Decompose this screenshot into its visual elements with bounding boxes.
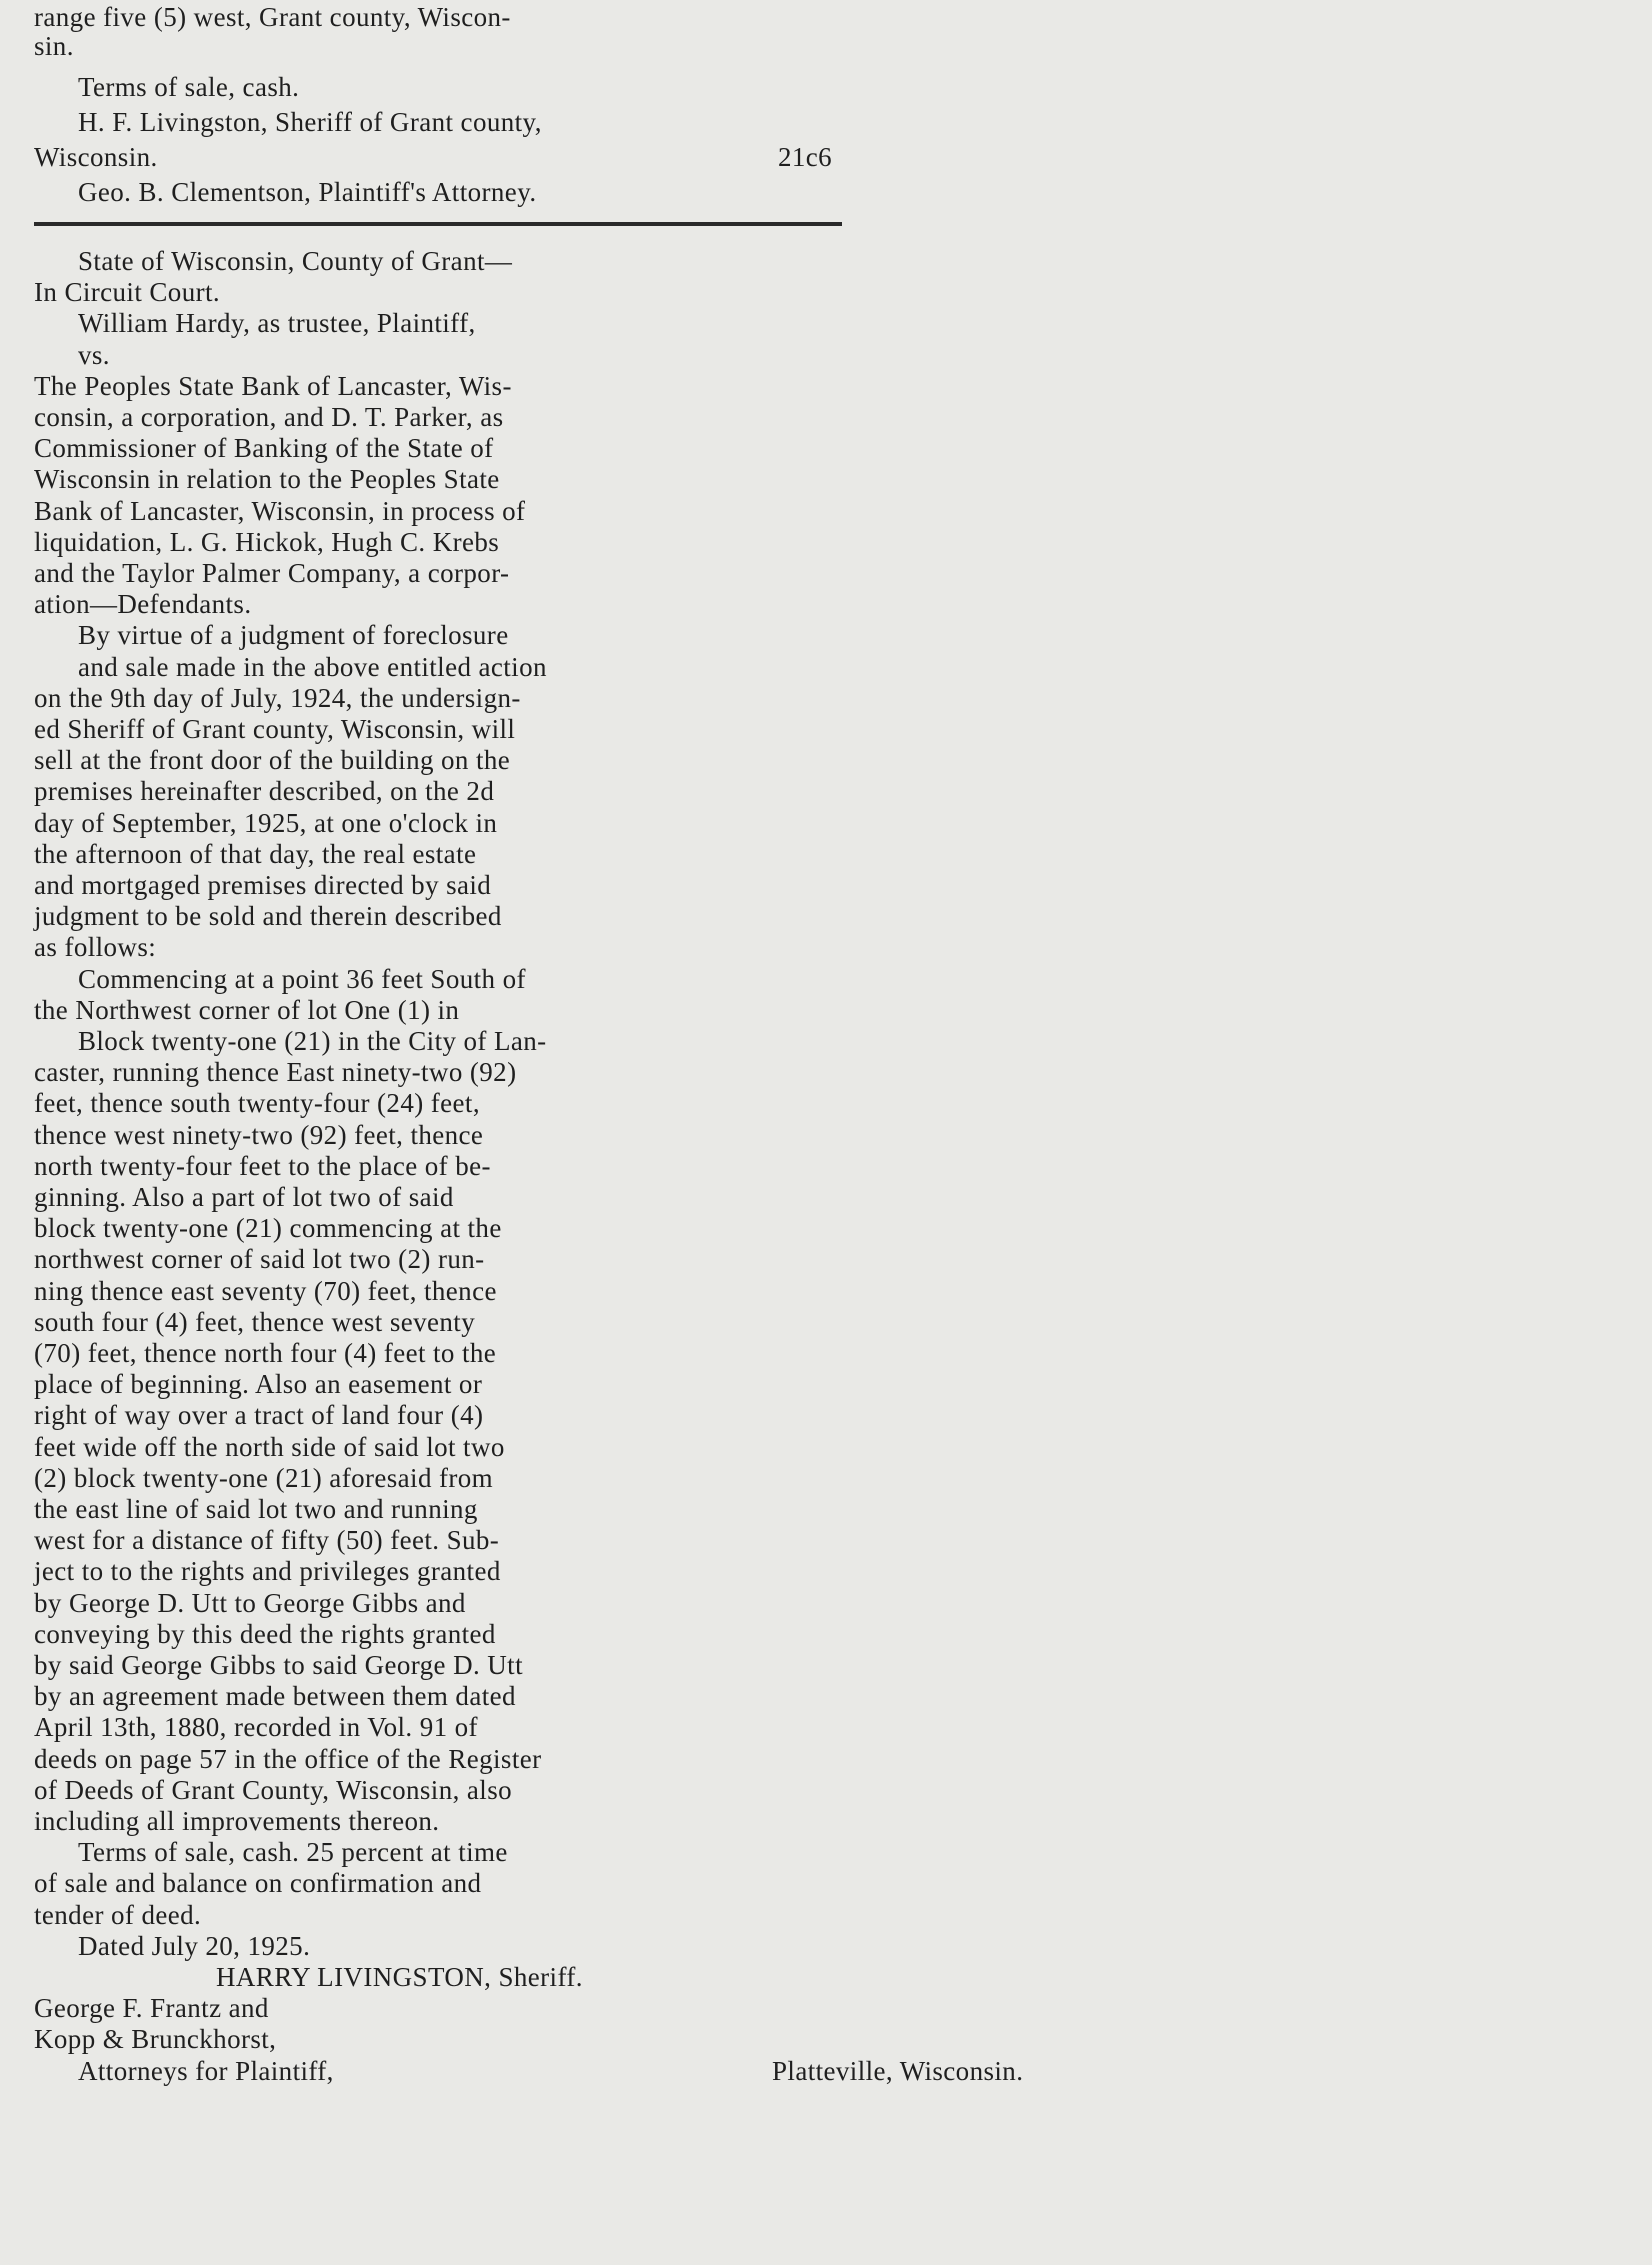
text-line: feet, thence south twenty-four (24) feet, bbox=[34, 1088, 480, 1118]
text-line: In Circuit Court. bbox=[34, 277, 221, 307]
text-line: day of September, 1925, at one o'clock in bbox=[34, 808, 498, 838]
text-line: as follows: bbox=[34, 932, 157, 962]
text-line: Dated July 20, 1925. bbox=[78, 1931, 311, 1961]
text-line: the east line of said lot two and running bbox=[34, 1494, 478, 1524]
text-line: sell at the front door of the building on the bbox=[34, 745, 511, 775]
text-line: by said George Gibbs to said George D. Utt bbox=[34, 1650, 523, 1680]
text-line: Kopp & Brunckhorst, bbox=[34, 2024, 277, 2054]
text-line: south four (4) feet, thence west seventy bbox=[34, 1307, 476, 1337]
attorney-line: Geo. B. Clementson, Plaintiff's Attorney. bbox=[78, 177, 537, 207]
text-line: Bank of Lancaster, Wisconsin, in process of bbox=[34, 496, 526, 526]
text-line: block twenty-one (21) commencing at the bbox=[34, 1213, 502, 1243]
sheriff-line: H. F. Livingston, Sheriff of Grant county, bbox=[78, 107, 542, 137]
text-line: Platteville, Wisconsin. bbox=[772, 2056, 1024, 2086]
text-line: ning thence east seventy (70) feet, thence bbox=[34, 1276, 497, 1306]
text-line: ject to to the rights and privileges granted bbox=[34, 1556, 501, 1586]
terms-line: Terms of sale, cash. bbox=[78, 72, 300, 102]
text-line: George F. Frantz and bbox=[34, 1993, 269, 2023]
text-line: sin. bbox=[34, 31, 74, 61]
text-line: by George D. Utt to George Gibbs and bbox=[34, 1588, 466, 1618]
text-line: vs. bbox=[78, 340, 110, 370]
text-line: The Peoples State Bank of Lancaster, Wis- bbox=[34, 371, 512, 401]
text-line: Terms of sale, cash. 25 percent at time bbox=[78, 1837, 508, 1867]
text-line: and sale made in the above entitled action bbox=[78, 652, 547, 682]
text-line: Attorneys for Plaintiff, bbox=[78, 2056, 334, 2086]
text-line: caster, running thence East ninety-two (92) bbox=[34, 1057, 517, 1087]
text-line: west for a distance of fifty (50) feet. Sub- bbox=[34, 1525, 500, 1555]
text-line: north twenty-four feet to the place of be- bbox=[34, 1151, 491, 1181]
text-line: conveying by this deed the rights granted bbox=[34, 1619, 496, 1649]
text-line: place of beginning. Also an easement or bbox=[34, 1369, 483, 1399]
text-line: ation—Defendants. bbox=[34, 589, 252, 619]
text-line: by an agreement made between them dated bbox=[34, 1681, 516, 1711]
text-line: (70) feet, thence north four (4) feet to the bbox=[34, 1338, 497, 1368]
text-line: of Deeds of Grant County, Wisconsin, also bbox=[34, 1775, 512, 1805]
text-line: State of Wisconsin, County of Grant— bbox=[78, 246, 513, 276]
text-line: northwest corner of said lot two (2) run- bbox=[34, 1244, 485, 1274]
column-divider bbox=[34, 222, 842, 226]
text-line: April 13th, 1880, recorded in Vol. 91 of bbox=[34, 1712, 478, 1742]
text-line: Wisconsin in relation to the Peoples State bbox=[34, 464, 500, 494]
text-line: tender of deed. bbox=[34, 1900, 202, 1930]
text-line: right of way over a tract of land four (4) bbox=[34, 1400, 484, 1430]
text-line: and the Taylor Palmer Company, a corpor- bbox=[34, 558, 510, 588]
text-line: deeds on page 57 in the office of the Register bbox=[34, 1744, 542, 1774]
text-line: Wisconsin. bbox=[34, 142, 158, 172]
text-line: judgment to be sold and therein described bbox=[34, 901, 502, 931]
text-line: and mortgaged premises directed by said bbox=[34, 870, 492, 900]
text-line: HARRY LIVINGSTON, Sheriff. bbox=[216, 1962, 583, 1992]
issue-code: 21c6 bbox=[778, 142, 833, 172]
text-line: range five (5) west, Grant county, Wiscon- bbox=[34, 2, 511, 32]
text-line: of sale and balance on confirmation and bbox=[34, 1868, 482, 1898]
text-line: (2) block twenty-one (21) aforesaid from bbox=[34, 1463, 494, 1493]
text-line: feet wide off the north side of said lot two bbox=[34, 1432, 505, 1462]
text-line: thence west ninety-two (92) feet, thence bbox=[34, 1120, 484, 1150]
text-line: Commissioner of Banking of the State of bbox=[34, 433, 494, 463]
text-line: By virtue of a judgment of foreclosure bbox=[78, 620, 509, 650]
text-line: the Northwest corner of lot One (1) in bbox=[34, 995, 460, 1025]
text-line: the afternoon of that day, the real estate bbox=[34, 839, 477, 869]
text-line: ed Sheriff of Grant county, Wisconsin, will bbox=[34, 714, 516, 744]
text-line: Commencing at a point 36 feet South of bbox=[78, 964, 526, 994]
text-line: William Hardy, as trustee, Plaintiff, bbox=[78, 308, 476, 338]
text-line: on the 9th day of July, 1924, the undersign- bbox=[34, 683, 521, 713]
text-line: consin, a corporation, and D. T. Parker, as bbox=[34, 402, 504, 432]
text-line: ginning. Also a part of lot two of said bbox=[34, 1182, 454, 1212]
text-line: premises hereinafter described, on the 2d bbox=[34, 776, 495, 806]
text-line: including all improvements thereon. bbox=[34, 1806, 440, 1836]
text-line: liquidation, L. G. Hickok, Hugh C. Krebs bbox=[34, 527, 500, 557]
text-line: Block twenty-one (21) in the City of Lan- bbox=[78, 1026, 547, 1056]
